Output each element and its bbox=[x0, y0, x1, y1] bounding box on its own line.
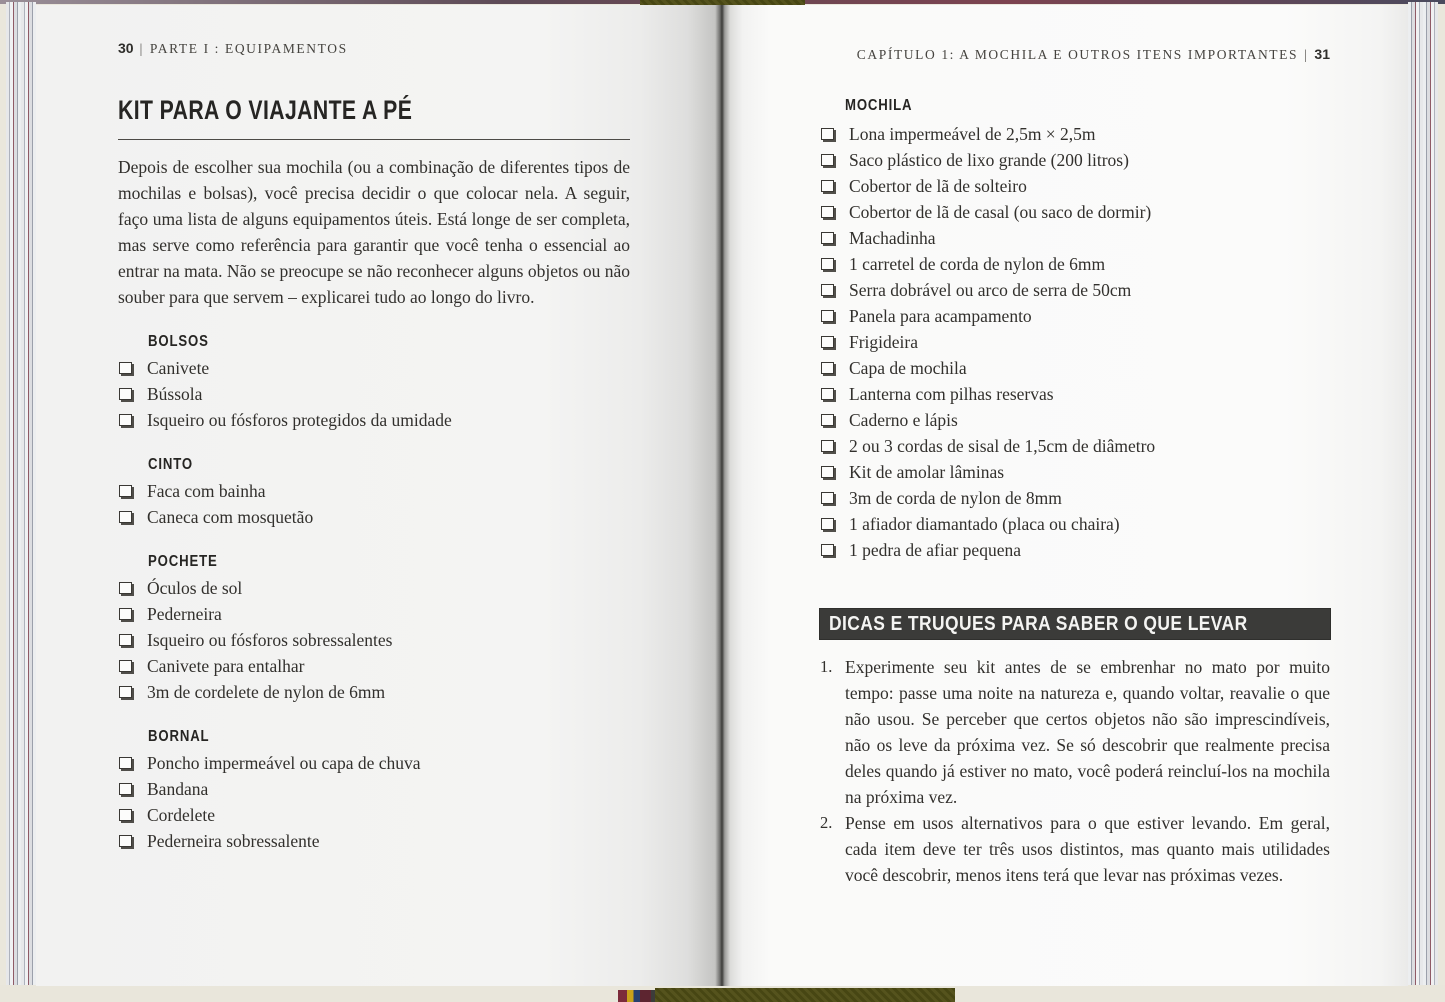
left-running-header bbox=[118, 40, 630, 57]
checkbox-icon bbox=[119, 362, 132, 374]
checklist-item-label: 1 carretel de corda de nylon de 6mm bbox=[849, 254, 1106, 274]
checklist-item-label: 2 ou 3 cordas de sisal de 1,5cm de diâmetro bbox=[849, 436, 1156, 456]
checklist-item-label: 3m de corda de nylon de 8mm bbox=[849, 488, 1062, 508]
checkbox-icon bbox=[119, 582, 132, 594]
section-heading-block bbox=[148, 728, 630, 746]
left-page-sections bbox=[118, 333, 630, 854]
checklist-item bbox=[820, 277, 1330, 303]
left-page-edges bbox=[6, 2, 36, 992]
checkbox-icon bbox=[119, 485, 132, 497]
checklist-item bbox=[820, 303, 1330, 329]
checklist-item bbox=[118, 407, 630, 433]
section-heading: CINTO bbox=[148, 456, 194, 473]
tip-number: 1. bbox=[820, 657, 833, 676]
checklist-item-label: 1 afiador diamantado (placa ou chaira) bbox=[849, 514, 1120, 534]
checkbox-icon bbox=[821, 128, 834, 140]
right-page-number: 31 bbox=[1314, 46, 1330, 62]
checklist-item bbox=[820, 433, 1330, 459]
checkbox-icon bbox=[119, 511, 132, 523]
checkbox-icon bbox=[119, 783, 132, 795]
mochila-checklist bbox=[820, 121, 1330, 563]
checklist-item-label: Cordelete bbox=[147, 805, 216, 825]
checkbox-icon bbox=[821, 466, 834, 478]
section-heading: POCHETE bbox=[148, 553, 218, 570]
checkbox-icon bbox=[119, 388, 132, 400]
right-page-content bbox=[820, 46, 1330, 888]
checklist-item-label: Cobertor de lã de solteiro bbox=[849, 176, 1027, 196]
checklist-item bbox=[820, 173, 1330, 199]
checkbox-icon bbox=[119, 660, 132, 672]
checklist-item bbox=[118, 828, 630, 854]
checklist-item bbox=[820, 459, 1330, 485]
cover-spine-bottom bbox=[655, 988, 955, 1002]
checkbox-icon bbox=[821, 258, 834, 270]
checklist-item bbox=[118, 575, 630, 601]
checkbox-icon bbox=[821, 180, 834, 192]
checkbox-icon bbox=[821, 440, 834, 452]
checklist-item bbox=[820, 251, 1330, 277]
mochila-heading-block bbox=[845, 97, 1330, 115]
header-divider: | bbox=[1304, 47, 1309, 62]
checkbox-icon bbox=[821, 154, 834, 166]
checklist-item bbox=[820, 329, 1330, 355]
section-heading-block bbox=[148, 333, 630, 351]
checklist-item bbox=[820, 485, 1330, 511]
checkbox-icon bbox=[119, 634, 132, 646]
left-page-content bbox=[118, 40, 630, 854]
checklist-item-label: Caneca com mosquetão bbox=[147, 507, 314, 527]
checklist-item bbox=[118, 679, 630, 705]
checklist-item-label: 1 pedra de afiar pequena bbox=[849, 540, 1021, 560]
checklist-item-label: Pederneira sobressalente bbox=[147, 831, 320, 851]
checkbox-icon bbox=[821, 336, 834, 348]
checklist-item-label: Isqueiro ou fósforos protegidos da umidade bbox=[147, 410, 452, 430]
tips-banner-title: DICAS E TRUQUES PARA SABER O QUE LEVAR bbox=[829, 612, 1248, 635]
checklist-item-label: Bandana bbox=[147, 779, 209, 799]
checkbox-icon bbox=[119, 757, 132, 769]
checklist-item bbox=[820, 199, 1330, 225]
tip-item bbox=[820, 654, 1330, 810]
checklist-item bbox=[820, 147, 1330, 173]
section-heading-block bbox=[148, 456, 630, 474]
section-heading-block bbox=[148, 553, 630, 571]
checkbox-icon bbox=[821, 492, 834, 504]
left-page-number: 30 bbox=[118, 40, 134, 56]
checklist-item bbox=[820, 381, 1330, 407]
checklist-item bbox=[820, 537, 1330, 563]
checklist-item bbox=[820, 511, 1330, 537]
checklist-item-label: Canivete bbox=[147, 358, 210, 378]
checkbox-icon bbox=[821, 544, 834, 556]
checklist-item-label: Faca com bainha bbox=[147, 481, 266, 501]
checkbox-icon bbox=[119, 414, 132, 426]
checkbox-icon bbox=[821, 362, 834, 374]
checkbox-icon bbox=[821, 388, 834, 400]
checklist-item bbox=[118, 504, 630, 530]
page-title-block bbox=[118, 95, 630, 140]
section-heading: BOLSOS bbox=[148, 333, 209, 350]
tip-number: 2. bbox=[820, 813, 833, 832]
checkbox-icon bbox=[821, 284, 834, 296]
tip-item bbox=[820, 810, 1330, 888]
right-page-edges bbox=[1408, 2, 1438, 992]
section-heading: BORNAL bbox=[148, 728, 210, 745]
checklist-item bbox=[820, 355, 1330, 381]
checkbox-icon bbox=[821, 414, 834, 426]
checklist-item bbox=[118, 750, 630, 776]
page-title: KIT PARA O VIAJANTE A PÉ bbox=[118, 95, 413, 125]
checklist-item-label: Capa de mochila bbox=[849, 358, 967, 378]
mochila-heading: MOCHILA bbox=[845, 97, 913, 114]
checklist-item bbox=[820, 225, 1330, 251]
checkbox-icon bbox=[821, 206, 834, 218]
header-divider: | bbox=[139, 41, 144, 56]
tip-text: Pense em usos alternativos para o que estiver levando. Em geral, cada item deve ter três usos distintos, mas quanto mais utilidades você descobrir, menos itens terá que levar nas próximas vezes. bbox=[845, 813, 1330, 885]
checklist-item bbox=[118, 627, 630, 653]
checklist-item-label: Kit de amolar lâminas bbox=[849, 462, 1005, 482]
right-header-label: CAPÍTULO 1: A MOCHILA E OUTROS ITENS IMPORTANTES bbox=[856, 47, 1299, 62]
checklist-item bbox=[820, 121, 1330, 147]
intro-paragraph: Depois de escolher sua mochila (ou a combinação de diferentes tipos de mochilas e bolsas), você precisa decidir o que colocar nela. A seguir, faço uma lista de alguns equipamentos úteis. Está longe de ser completa, mas serve como referência para garantir que você tenha o essencial ao entrar na mata. Não se preocupe se não reconhecer alguns objetos ou não souber para que servem – explicarei tudo ao longo do livro. bbox=[118, 157, 630, 307]
left-header-label: PARTE I : EQUIPAMENTOS bbox=[149, 41, 348, 56]
checklist-item-label: Óculos de sol bbox=[147, 578, 243, 598]
checklist-item-label: Bússola bbox=[147, 384, 203, 404]
checklist-item-label: Lanterna com pilhas reservas bbox=[849, 384, 1054, 404]
checklist-item-label: Canivete para entalhar bbox=[147, 656, 305, 676]
checklist-item bbox=[118, 355, 630, 381]
checklist-item-label: Pederneira bbox=[147, 604, 222, 624]
checklist-item bbox=[118, 478, 630, 504]
checklist-item bbox=[118, 802, 630, 828]
checkbox-icon bbox=[119, 608, 132, 620]
checklist-item bbox=[118, 653, 630, 679]
checklist-item-label: Saco plástico de lixo grande (200 litros) bbox=[849, 150, 1129, 170]
checklist-item bbox=[820, 407, 1330, 433]
checklist-item bbox=[118, 776, 630, 802]
checklist-item bbox=[118, 381, 630, 407]
checklist-item bbox=[118, 601, 630, 627]
tips-list bbox=[820, 654, 1330, 888]
checklist-item-label: Lona impermeável de 2,5m × 2,5m bbox=[849, 124, 1096, 144]
checkbox-icon bbox=[119, 809, 132, 821]
checklist-item-label: 3m de cordelete de nylon de 6mm bbox=[147, 682, 386, 702]
checkbox-icon bbox=[821, 518, 834, 530]
checkbox-icon bbox=[821, 310, 834, 322]
checklist-item-label: Cobertor de lã de casal (ou saco de dormir) bbox=[849, 202, 1152, 222]
checkbox-icon bbox=[821, 232, 834, 244]
checkbox-icon bbox=[119, 686, 132, 698]
checklist-item-label: Machadinha bbox=[849, 228, 936, 248]
checklist-item-label: Serra dobrável ou arco de serra de 50cm bbox=[849, 280, 1132, 300]
checklist-item-label: Poncho impermeável ou capa de chuva bbox=[147, 753, 421, 773]
right-running-header bbox=[820, 46, 1330, 63]
checklist-item-label: Isqueiro ou fósforos sobressalentes bbox=[147, 630, 393, 650]
tip-text: Experimente seu kit antes de se embrenhar no mato por muito tempo: passe uma noite na natureza e, quando voltar, reavalie o que não usou. Se perceber que certos objetos não são imprescindíveis, não os leve da próxima vez. Se só descobrir que realmente precisa deles quando já estiver no mato, você poderá reincluí-los na mochila na próxima vez. bbox=[845, 657, 1330, 807]
checklist-item-label: Caderno e lápis bbox=[849, 410, 958, 430]
tips-banner bbox=[820, 609, 1330, 639]
checklist-item-label: Frigideira bbox=[849, 332, 919, 352]
checklist-item-label: Panela para acampamento bbox=[849, 306, 1032, 326]
checkbox-icon bbox=[119, 835, 132, 847]
